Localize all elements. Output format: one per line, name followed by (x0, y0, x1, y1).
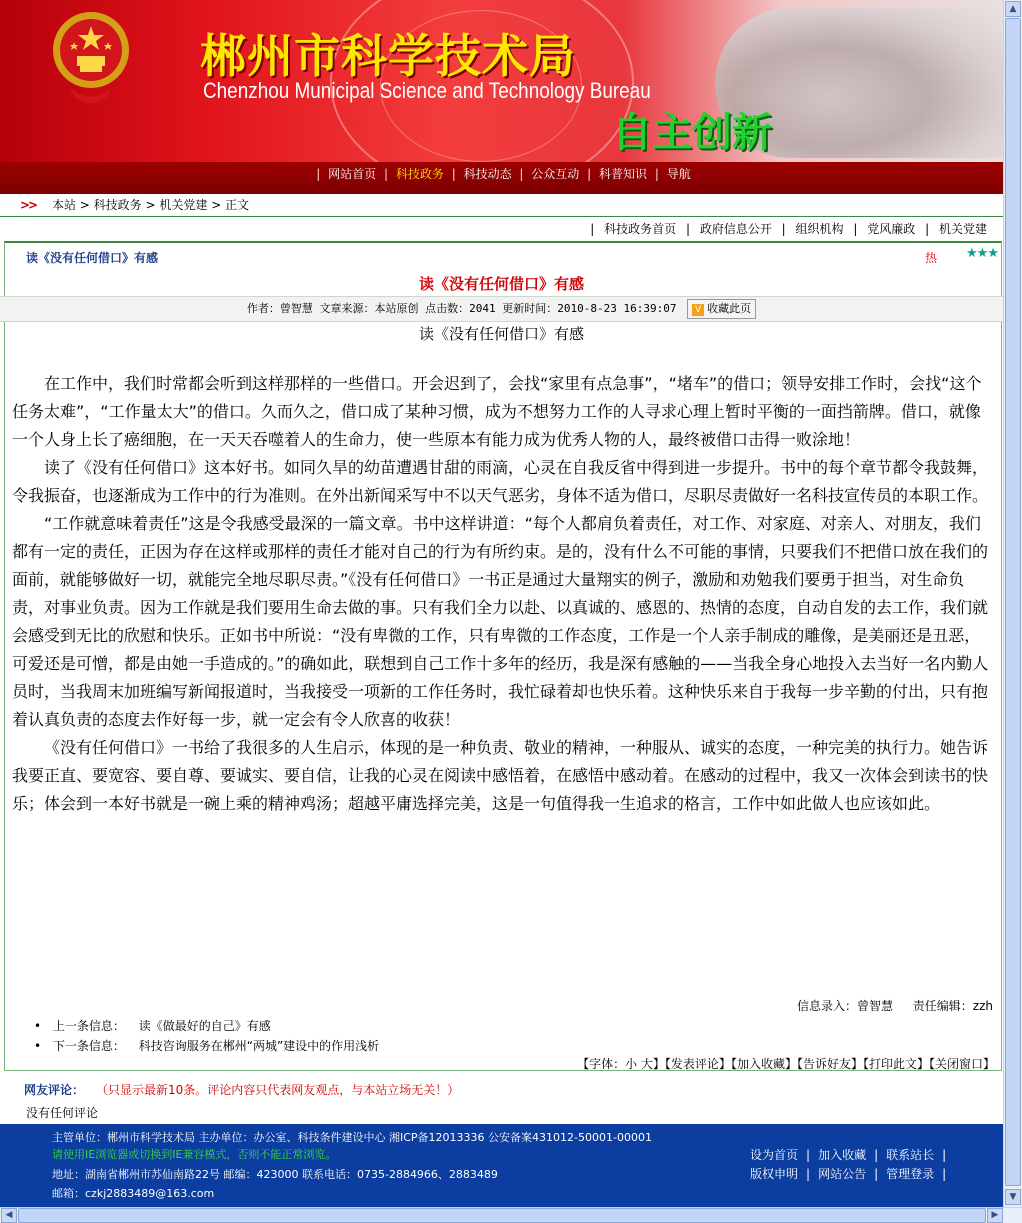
vertical-scroll-thumb[interactable] (1005, 18, 1021, 1186)
scroll-right-icon[interactable]: ▶ (987, 1208, 1003, 1223)
breadcrumb-separator: > (79, 198, 94, 212)
subnav-item-integrity[interactable]: 党风廉政 (867, 222, 916, 236)
breadcrumb-separator: > (211, 198, 226, 212)
footer-separator: | (942, 1167, 947, 1181)
font-size-control[interactable]: 【字体：小 大】 (577, 1057, 665, 1071)
national-emblem-icon (50, 10, 132, 110)
article-subtitle: 读《没有任何借口》有感 (418, 325, 584, 343)
add-bookmark-link[interactable]: 加入收藏 (818, 1148, 867, 1162)
footer-separator: | (874, 1148, 879, 1162)
breadcrumb-separator: > (145, 198, 160, 212)
print-article-link[interactable]: 【打印此文】 (862, 1057, 929, 1071)
scroll-left-icon[interactable]: ◀ (1, 1208, 17, 1223)
site-subtitle: Chenzhou Municipal Science and Technology Bureau (203, 78, 651, 103)
article-bar-title: 读《没有任何借口》有感 (26, 251, 159, 265)
subnav-separator: | (781, 222, 786, 236)
site-notice-link[interactable]: 网站公告 (818, 1167, 867, 1181)
subnav-item-party-building[interactable]: 机关党建 (938, 222, 987, 236)
article-meta (0, 296, 1003, 322)
article-paragraph: “工作就意味着责任”这是令我感受最深的一篇文章。书中这样讲道：“每个人都肩负着责任，对工作、对家庭、对亲人、对朋友，我们都有一定的责任，正因为存在这样或那样的责任才能对自己的行为有所约束。是的，没有什么不可能的事情，只要我们不把借口放在我们的面前，就能够做好一切，就能完全地尽职尽责。”《没有任何借口》一书正是通过大量翔实的例子，激励和劝勉我们要勇于担当，对生命负责，对事业负责。因为工作就是我们要用生命去做的事。只有我们全力以赴、以真诚的、感恩的、热情的态度，自动自发的去工作，我们就会感受到无比的欣慰和快乐。正如书中所说：“没有卑微的工作，只有卑微的工作态度，工作是一个人亲手制成的雕像，是美丽还是丑恶，可爱还是可憎，都是由她一手造成的。”的确如此，联想到自己工作十多年的经历，我是深有感触的——当我全身心地投入去当好一名内勤人员时，当我周末加班编写新闻报道时，当我接受一项新的工作任务时，我忙碌着却也快乐着。这种快乐来自于我每一步辛勤的付出，只有抱着认真负责的态度去作好每一步，就一定会有令人欣喜的收获！ (12, 514, 989, 729)
site-slogan: 自主创新 (612, 110, 772, 156)
footer-separator: | (874, 1167, 879, 1181)
prev-label: 上一条信息： (52, 1019, 125, 1033)
entry-by: 信息录入：曾智慧 (796, 999, 893, 1013)
article-credits (781, 997, 993, 1014)
article-meta-text: 作者：曾智慧 文章来源：本站原创 点击数：2041 更新时间：2010-8-23 16:39:07 (246, 302, 677, 315)
nav-separator: | (654, 167, 659, 181)
subnav-separator: | (853, 222, 858, 236)
breadcrumb-item-site[interactable]: 本站 (51, 198, 76, 212)
post-comment-link[interactable]: 【发表评论】 (664, 1057, 731, 1071)
nav-item-home[interactable]: 网站首页 (328, 167, 377, 181)
nav-separator: | (383, 167, 389, 181)
nav-item-tech-news[interactable]: 科技动态 (463, 167, 512, 181)
responsible-editor: 责任编辑：zzh (912, 999, 993, 1013)
footer-separator: | (942, 1148, 947, 1162)
copyright-link[interactable]: 版权申明 (750, 1167, 799, 1181)
breadcrumb-item-article: 正文 (225, 198, 250, 212)
nav-item-public-interaction[interactable]: 公众互动 (531, 167, 580, 181)
horizontal-scroll-thumb[interactable] (18, 1208, 986, 1223)
comments-note: （只显示最新10条。评论内容只代表网友观点，与本站立场无关！） (96, 1083, 460, 1097)
nav-separator: | (451, 167, 456, 181)
prev-next-list (34, 1016, 379, 1056)
footer-address: 地址：湖南省郴州市苏仙南路22号 邮编：423000 联系电话：0735-2884966、2883489 (52, 1168, 498, 1181)
bookmark-v-icon: V (692, 304, 704, 316)
scroll-down-icon[interactable]: ▼ (1005, 1189, 1021, 1205)
scroll-up-icon[interactable]: ▲ (1005, 1, 1021, 17)
breadcrumb-item-tech-affairs[interactable]: 科技政务 (93, 198, 142, 212)
article-tools (577, 1055, 995, 1072)
nav-separator: | (316, 167, 321, 181)
subnav-item-gov-info[interactable]: 政府信息公开 (699, 222, 772, 236)
comments-empty: 没有任何评论 (26, 1106, 99, 1120)
breadcrumb (0, 196, 1003, 217)
article-paragraph: 在工作中，我们时常都会听到这样那样的一些借口。开会迟到了，会找“家里有点急事”，“堵车”的借口；领导安排工作时，会找“这个任务太难”，“工作量太大”的借口。久而久之，借口成了某种习惯，成为不想努力工作的人寻求心理上暂时平衡的一面挡箭牌。借口，就像一个人身上长了癌细胞，在一天天吞噬着人的生命力，使一些原本有能力成为优秀人物的人，最终被借口击得一败涂地！ (12, 374, 982, 449)
footer-email: 邮箱：czkj2883489@163.com (52, 1187, 215, 1200)
tell-friend-link[interactable]: 【告诉好友】 (796, 1057, 863, 1071)
admin-login-link[interactable]: 管理登录 (886, 1167, 935, 1181)
article-body (12, 370, 996, 818)
bookmark-page-button[interactable] (687, 299, 756, 319)
footer-sponsor: 主管单位：郴州市科学技术局 主办单位：办公室、科技条件建设中心 湘ICP备12013336 公安备案431012-50001-00001 (52, 1131, 652, 1144)
close-window-link[interactable]: 【关闭窗口】 (928, 1057, 995, 1071)
list-item-prev (34, 1016, 379, 1036)
set-homepage-link[interactable]: 设为首页 (750, 1148, 799, 1162)
subnav-separator: | (685, 222, 690, 236)
nav-separator: | (587, 167, 592, 181)
footer-links-row (750, 1165, 954, 1184)
subnav-separator: | (925, 222, 930, 236)
article-paragraph: 读了《没有任何借口》这本好书。如同久旱的幼苗遭遇甘甜的雨滴，心灵在自我反省中得到进一步提升。书中的每个章节都令我鼓舞，令我振奋，也逐渐成为工作中的行为准则。在外出新闻采写中不以天气恶劣，身体不适为借口，尽职尽责做好一名科技宣传员的本职工作。 (12, 458, 989, 505)
horizontal-scrollbar[interactable] (0, 1207, 1022, 1223)
subnav-separator: | (590, 222, 595, 236)
nav-separator: | (519, 167, 524, 181)
main-nav (0, 162, 1003, 194)
nav-item-navigation[interactable]: 导航 (666, 167, 691, 181)
contact-webmaster-link[interactable]: 联系站长 (886, 1148, 935, 1162)
footer-separator: | (806, 1148, 811, 1162)
footer-links-row (750, 1146, 954, 1165)
article-paragraph: 《没有任何借口》一书给了我很多的人生启示，体现的是一种负责、敬业的精神，一种服从、诚实的态度，一种完美的执行力。她告诉我要正直、要宽容、要自尊、要诚实、要自信，让我的心灵在阅读中感悟着，在感悟中感动着。在感动的过程中，我又一次体会到读书的快乐；体会到一本好书就是一碗上乘的精神鸡汤；超越平庸选择完美，这是一句值得我一生追求的格言，工作中如此做人也应该如此。 (12, 738, 989, 813)
add-favorite-link[interactable]: 【加入收藏】 (730, 1057, 797, 1071)
vertical-scrollbar[interactable] (1003, 0, 1022, 1207)
prev-article-link[interactable]: 读《做最好的自己》有感 (138, 1019, 271, 1033)
article-title: 读《没有任何借口》有感 (418, 275, 584, 293)
footer (0, 1124, 1003, 1207)
next-article-link[interactable]: 科技咨询服务在郴州“两城”建设中的作用浅析 (138, 1039, 380, 1053)
subnav-item-organization[interactable]: 组织机构 (795, 222, 844, 236)
comments-label: 网友评论： (24, 1083, 85, 1097)
double-chevron-right-icon: >> (20, 198, 37, 212)
site-title: 郴州市科学技术局 (200, 29, 576, 83)
rating-stars-icon: ★★★ (966, 246, 998, 261)
sub-nav (584, 220, 987, 238)
list-item-next (34, 1036, 379, 1056)
subnav-item-tech-affairs-home[interactable]: 科技政务首页 (604, 222, 677, 236)
header-banner (0, 0, 1003, 162)
footer-separator: | (806, 1167, 811, 1181)
hot-badge: 热 (925, 251, 938, 265)
bookmark-label: 收藏此页 (707, 302, 752, 315)
footer-browser-note: 请使用IE浏览器或切换到IE兼容模式，否则不能正常浏览。 (52, 1148, 337, 1161)
footer-links (750, 1146, 954, 1184)
nav-item-popular-science[interactable]: 科普知识 (599, 167, 648, 181)
next-label: 下一条信息： (52, 1039, 125, 1053)
nav-item-tech-affairs[interactable]: 科技政务 (395, 167, 444, 181)
breadcrumb-item-party-building[interactable]: 机关党建 (159, 198, 208, 212)
